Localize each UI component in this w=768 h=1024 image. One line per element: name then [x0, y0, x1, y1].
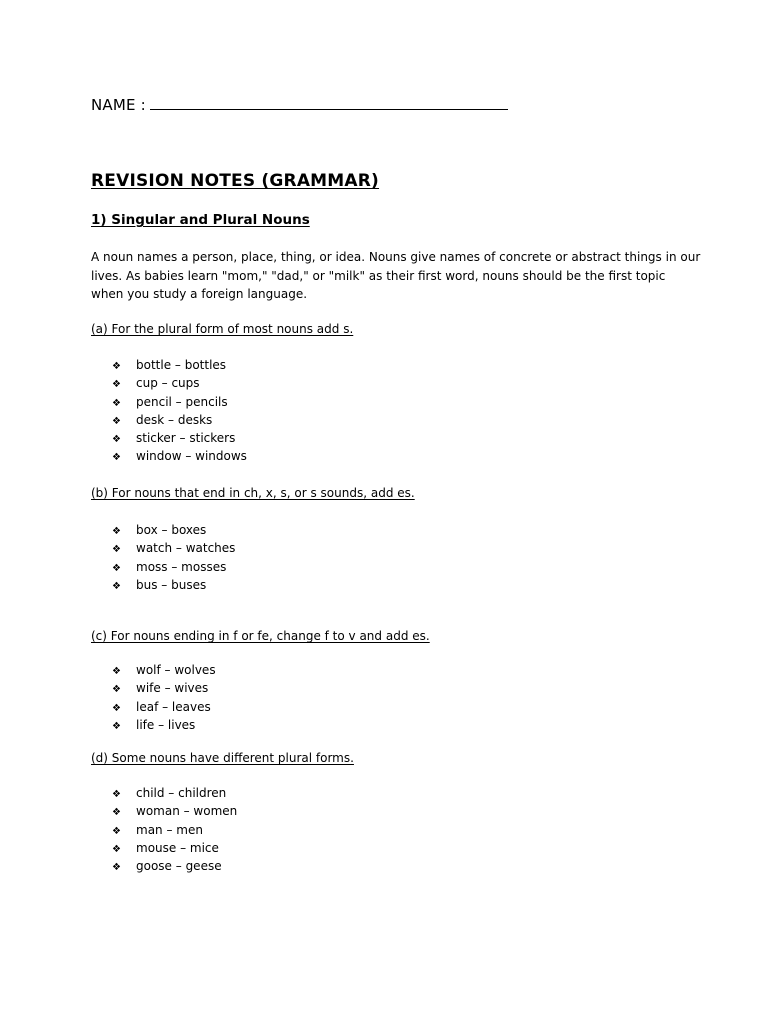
rule-heading-a: (a) For the plural form of most nouns add s. — [91, 322, 354, 336]
name-blank-line — [150, 95, 508, 110]
diamond-bullet-icon: ❖ — [112, 702, 121, 714]
list-item — [112, 539, 235, 557]
rule-heading-c: (c) For nouns ending in f or fe, change f to v and add es. — [91, 629, 430, 643]
list-item-text: window – windows — [136, 449, 247, 464]
diamond-bullet-icon: ❖ — [112, 789, 121, 800]
list-item-text: watch – watches — [136, 541, 236, 556]
list-item-text: woman – women — [136, 804, 238, 819]
diamond-bullet-icon: ❖ — [112, 666, 121, 677]
list-item — [112, 698, 216, 716]
list-item — [112, 393, 247, 411]
diamond-bullet-icon: ❖ — [112, 452, 121, 464]
list-item-text: bottle – bottles — [136, 358, 227, 372]
diamond-bullet-icon: ❖ — [112, 825, 121, 837]
diamond-bullet-icon: ❖ — [112, 544, 121, 556]
list-item-text: cup – cups — [136, 376, 200, 391]
list-item-text: goose – geese — [136, 859, 222, 874]
list-item — [112, 661, 216, 679]
intro-paragraph — [91, 248, 701, 304]
list-item-text: life – lives — [136, 717, 196, 732]
name-label: NAME : — [91, 96, 146, 114]
example-list-d — [112, 784, 237, 875]
name-field — [91, 95, 508, 114]
list-item — [112, 839, 237, 857]
diamond-bullet-icon: ❖ — [112, 862, 121, 874]
rule-heading-b: (b) For nouns that end in ch, x, s, or s sounds, add es. — [91, 486, 415, 500]
list-item-text: child – children — [136, 786, 227, 800]
list-item — [112, 374, 247, 392]
example-list-b — [112, 521, 235, 594]
list-item-text: bus – buses — [136, 577, 207, 592]
diamond-bullet-icon: ❖ — [112, 720, 121, 732]
diamond-bullet-icon: ❖ — [112, 397, 121, 409]
list-item-text: wife – wives — [136, 681, 209, 696]
diamond-bullet-icon: ❖ — [112, 361, 121, 372]
diamond-bullet-icon: ❖ — [112, 580, 121, 592]
list-item — [112, 821, 237, 839]
list-item-text: sticker – stickers — [136, 431, 236, 446]
list-item — [112, 716, 216, 734]
list-item — [112, 356, 247, 374]
list-item-text: wolf – wolves — [136, 663, 216, 677]
list-item-text: moss – mosses — [136, 559, 227, 574]
list-item — [112, 802, 237, 820]
diamond-bullet-icon: ❖ — [112, 379, 121, 391]
diamond-bullet-icon: ❖ — [112, 843, 121, 855]
intro-line: A noun names a person, place, thing, or idea. Nouns give names of concrete or abstract things in our — [91, 250, 701, 264]
list-item — [112, 576, 235, 594]
intro-line: lives. As babies learn "mom," "dad," or "milk" as their first word, nouns should be the first topic — [91, 268, 666, 283]
list-item — [112, 429, 247, 447]
diamond-bullet-icon: ❖ — [112, 684, 121, 696]
page-title: REVISION NOTES (GRAMMAR) — [91, 171, 380, 191]
section-heading: 1) Singular and Plural Nouns — [91, 212, 310, 228]
list-item-text: pencil – pencils — [136, 394, 228, 409]
list-item — [112, 679, 216, 697]
diamond-bullet-icon: ❖ — [112, 562, 121, 574]
list-item — [112, 558, 235, 576]
diamond-bullet-icon: ❖ — [112, 807, 121, 819]
list-item-text: desk – desks — [136, 412, 213, 427]
rule-heading-d: (d) Some nouns have different plural forms. — [91, 751, 354, 765]
list-item-text: leaf – leaves — [136, 699, 211, 714]
list-item-text: mouse – mice — [136, 840, 219, 855]
list-item — [112, 784, 237, 802]
example-list-c — [112, 661, 216, 734]
list-item — [112, 411, 247, 429]
list-item-text: box – boxes — [136, 523, 207, 537]
list-item — [112, 521, 235, 539]
list-item — [112, 857, 237, 875]
example-list-a — [112, 356, 247, 466]
diamond-bullet-icon: ❖ — [112, 526, 121, 537]
diamond-bullet-icon: ❖ — [112, 415, 121, 427]
intro-line: when you study a foreign language. — [91, 287, 308, 301]
diamond-bullet-icon: ❖ — [112, 434, 121, 446]
list-item-text: man – men — [136, 822, 203, 837]
list-item — [112, 447, 247, 465]
